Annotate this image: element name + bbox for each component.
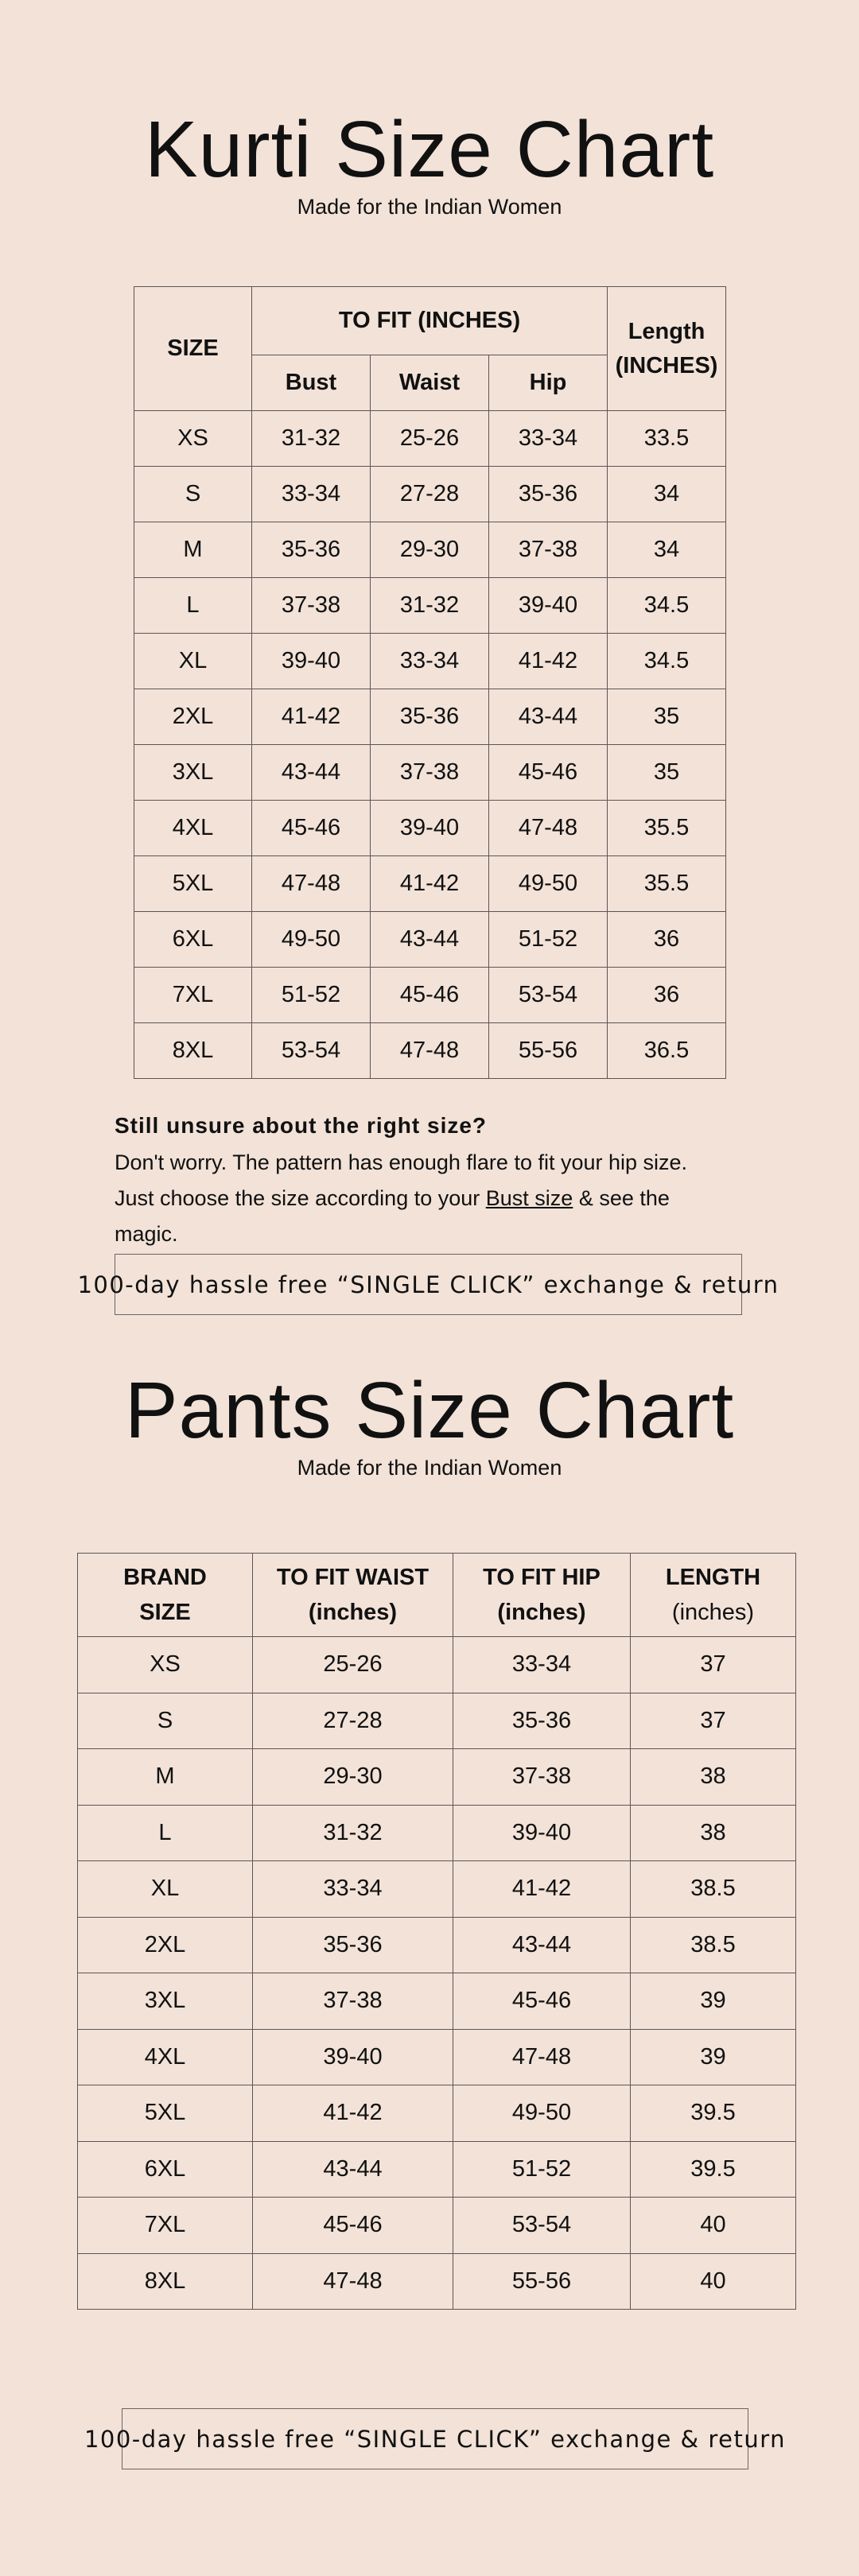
pants-table-cell: 39-40 (453, 1805, 631, 1861)
kurti-table-cell: L (134, 578, 252, 634)
kurti-table-cell: 45-46 (489, 745, 608, 801)
kurti-table-cell: 25-26 (371, 411, 489, 467)
pants-size-table (77, 1553, 796, 2310)
pants-table-row (78, 1861, 796, 1918)
kurti-table-cell: 53-54 (489, 968, 608, 1023)
kurti-header-waist: Waist (371, 355, 489, 411)
kurti-table-cell: XS (134, 411, 252, 467)
pants-table-cell: 37 (631, 1693, 796, 1749)
pants-table-cell: 33-34 (453, 1637, 631, 1693)
pants-table-cell: 25-26 (253, 1637, 453, 1693)
kurti-table-cell: 35 (608, 689, 726, 745)
kurti-table-cell: 34.5 (608, 634, 726, 689)
exchange-return-badge-bottom: 100-day hassle free “SINGLE CLICK” exchange & return (122, 2408, 748, 2469)
kurti-table-cell: 7XL (134, 968, 252, 1023)
kurti-table-cell: 43-44 (371, 912, 489, 968)
pants-table-cell: 55-56 (453, 2253, 631, 2310)
pants-header-brand-size-line1: BRAND (123, 1565, 207, 1590)
pants-table-cell: 38 (631, 1805, 796, 1861)
kurti-table-cell: 51-52 (489, 912, 608, 968)
pants-header-hip (453, 1554, 631, 1637)
pants-table-cell: 45-46 (453, 1973, 631, 2030)
kurti-table-row (134, 689, 726, 745)
pants-table-cell: 45-46 (253, 2198, 453, 2254)
pants-table-cell: 7XL (78, 2198, 253, 2254)
pants-subtitle: Made for the Indian Women (297, 1456, 562, 1480)
pants-header-waist (253, 1554, 453, 1637)
kurti-table-row (134, 1023, 726, 1079)
pants-table-cell: M (78, 1749, 253, 1806)
kurti-table-row (134, 856, 726, 912)
pants-table-cell: 47-48 (453, 2029, 631, 2085)
pants-table-row (78, 1693, 796, 1749)
kurti-subtitle: Made for the Indian Women (297, 195, 562, 219)
kurti-table-cell: 36 (608, 912, 726, 968)
kurti-header-length (608, 287, 726, 411)
pants-table-cell: 2XL (78, 1917, 253, 1973)
kurti-table-cell: 34 (608, 467, 726, 522)
kurti-table-cell: 41-42 (371, 856, 489, 912)
pants-header-waist-line2: (inches) (308, 1600, 398, 1625)
pants-table-cell: 39 (631, 2029, 796, 2085)
kurti-header-size: SIZE (134, 287, 252, 411)
note-line-2-suffix: & see the (573, 1186, 670, 1210)
kurti-header-to-fit: TO FIT (INCHES) (252, 287, 608, 355)
pants-table-cell: 5XL (78, 2085, 253, 2142)
kurti-table-cell: 34.5 (608, 578, 726, 634)
kurti-table-cell: 31-32 (252, 411, 371, 467)
kurti-table-cell: 35-36 (489, 467, 608, 522)
pants-table-cell: 38.5 (631, 1861, 796, 1918)
kurti-table-cell: 49-50 (489, 856, 608, 912)
kurti-header-hip: Hip (489, 355, 608, 411)
pants-table-cell: 39.5 (631, 2141, 796, 2198)
pants-table-cell: 39.5 (631, 2085, 796, 2142)
kurti-table-cell: 53-54 (252, 1023, 371, 1079)
kurti-table-cell: 29-30 (371, 522, 489, 578)
pants-header-hip-line1: TO FIT HIP (483, 1565, 601, 1590)
note-line-1: Don't worry. The pattern has enough flare to fit your hip size. (115, 1150, 688, 1174)
kurti-table-row (134, 801, 726, 856)
kurti-table-row (134, 745, 726, 801)
pants-table-cell: 37-38 (253, 1973, 453, 2030)
pants-table-cell: 47-48 (253, 2253, 453, 2310)
note-line-3: magic. (115, 1222, 178, 1246)
pants-table-cell: S (78, 1693, 253, 1749)
kurti-table-row (134, 968, 726, 1023)
pants-table-cell: 53-54 (453, 2198, 631, 2254)
pants-header-waist-line1: TO FIT WAIST (276, 1565, 430, 1590)
pants-table-cell: 40 (631, 2198, 796, 2254)
pants-table-body (78, 1637, 796, 2310)
kurti-table-cell: 3XL (134, 745, 252, 801)
kurti-table-cell: 8XL (134, 1023, 252, 1079)
kurti-table-cell: 2XL (134, 689, 252, 745)
pants-table-row (78, 1805, 796, 1861)
kurti-table-cell: 47-48 (489, 801, 608, 856)
pants-table-cell: 43-44 (453, 1917, 631, 1973)
note-line-2 (115, 1181, 799, 1216)
kurti-table-cell: 39-40 (252, 634, 371, 689)
kurti-header-length-line2: (INCHES) (615, 352, 718, 378)
kurti-table-cell: 45-46 (252, 801, 371, 856)
pants-header-brand-size (78, 1554, 253, 1637)
pants-table-cell: 8XL (78, 2253, 253, 2310)
bust-size-link[interactable]: Bust size (485, 1186, 573, 1210)
kurti-header-length-line1: Length (628, 318, 705, 344)
pants-table-row (78, 2141, 796, 2198)
pants-table-row (78, 2253, 796, 2310)
pants-table-row (78, 2198, 796, 2254)
kurti-table-cell: 43-44 (252, 745, 371, 801)
kurti-table-row (134, 522, 726, 578)
kurti-table-cell: 35-36 (252, 522, 371, 578)
pants-table-cell: 31-32 (253, 1805, 453, 1861)
kurti-table-cell: 33-34 (371, 634, 489, 689)
kurti-table-cell: 37-38 (489, 522, 608, 578)
pants-table-cell: 6XL (78, 2141, 253, 2198)
pants-title: Pants Size Chart (124, 1366, 735, 1455)
kurti-table-cell: S (134, 467, 252, 522)
pants-table-cell: 51-52 (453, 2141, 631, 2198)
pants-header-length-line1: LENGTH (665, 1565, 761, 1590)
note-line-2-prefix: Just choose the size according to your (115, 1186, 486, 1210)
size-note (115, 1113, 799, 1252)
pants-table-row (78, 2085, 796, 2142)
kurti-title: Kurti Size Chart (144, 105, 715, 194)
pants-table-cell: 41-42 (453, 1861, 631, 1918)
pants-table-row (78, 1917, 796, 1973)
kurti-table-cell: 36.5 (608, 1023, 726, 1079)
kurti-table-cell: 33-34 (489, 411, 608, 467)
pants-table-cell: L (78, 1805, 253, 1861)
kurti-table-cell: 35-36 (371, 689, 489, 745)
note-heading: Still unsure about the right size? (115, 1113, 488, 1138)
kurti-table-cell: 6XL (134, 912, 252, 968)
kurti-table-row (134, 578, 726, 634)
kurti-table-cell: 41-42 (489, 634, 608, 689)
pants-table-cell: 33-34 (253, 1861, 453, 1918)
kurti-table-cell: 5XL (134, 856, 252, 912)
pants-table-cell: 49-50 (453, 2085, 631, 2142)
kurti-table-row (134, 411, 726, 467)
pants-table-cell: 29-30 (253, 1749, 453, 1806)
kurti-table-cell: 33.5 (608, 411, 726, 467)
pants-table-cell: XS (78, 1637, 253, 1693)
kurti-table-body (134, 411, 726, 1079)
kurti-table-cell: 4XL (134, 801, 252, 856)
kurti-table-cell: 35.5 (608, 801, 726, 856)
kurti-table-cell: 47-48 (252, 856, 371, 912)
kurti-table-cell: 47-48 (371, 1023, 489, 1079)
exchange-return-badge: 100-day hassle free “SINGLE CLICK” exchange & return (115, 1254, 742, 1315)
kurti-table-cell: 36 (608, 968, 726, 1023)
pants-table-cell: 35-36 (453, 1693, 631, 1749)
kurti-table-cell: 33-34 (252, 467, 371, 522)
pants-header-length-line2: (inches) (671, 1600, 755, 1625)
pants-table-cell: 3XL (78, 1973, 253, 2030)
kurti-table-cell: 27-28 (371, 467, 489, 522)
kurti-table-cell: M (134, 522, 252, 578)
kurti-table-cell: 35.5 (608, 856, 726, 912)
pants-table-cell: 39-40 (253, 2029, 453, 2085)
pants-table-cell: 39 (631, 1973, 796, 2030)
kurti-table-cell: 39-40 (371, 801, 489, 856)
kurti-table-row (134, 467, 726, 522)
kurti-table-row (134, 634, 726, 689)
kurti-table-cell: 43-44 (489, 689, 608, 745)
kurti-table-cell: XL (134, 634, 252, 689)
kurti-table-cell: 41-42 (252, 689, 371, 745)
pants-table-cell: 38.5 (631, 1917, 796, 1973)
pants-table-row (78, 2029, 796, 2085)
pants-header-brand-size-line2: SIZE (139, 1600, 191, 1625)
kurti-table-row (134, 912, 726, 968)
pants-table-cell: 40 (631, 2253, 796, 2310)
pants-table-row (78, 1637, 796, 1693)
pants-table-row (78, 1749, 796, 1806)
pants-table-cell: 37-38 (453, 1749, 631, 1806)
pants-table-row (78, 1973, 796, 2030)
pants-table-cell: 4XL (78, 2029, 253, 2085)
kurti-table-cell: 37-38 (371, 745, 489, 801)
pants-table-cell: 37 (631, 1637, 796, 1693)
kurti-table-cell: 35 (608, 745, 726, 801)
pants-table-cell: 41-42 (253, 2085, 453, 2142)
pants-table-cell: 27-28 (253, 1693, 453, 1749)
pants-table-cell: 43-44 (253, 2141, 453, 2198)
kurti-table-cell: 34 (608, 522, 726, 578)
kurti-table-cell: 49-50 (252, 912, 371, 968)
kurti-table-cell: 55-56 (489, 1023, 608, 1079)
pants-header-hip-line2: (inches) (497, 1600, 586, 1625)
kurti-table-cell: 31-32 (371, 578, 489, 634)
kurti-table-cell: 45-46 (371, 968, 489, 1023)
kurti-table-cell: 37-38 (252, 578, 371, 634)
pants-table-cell: 38 (631, 1749, 796, 1806)
kurti-table-cell: 51-52 (252, 968, 371, 1023)
kurti-table-cell: 39-40 (489, 578, 608, 634)
pants-table-cell: XL (78, 1861, 253, 1918)
pants-header-length (631, 1554, 796, 1637)
kurti-header-bust: Bust (252, 355, 371, 411)
pants-table-cell: 35-36 (253, 1917, 453, 1973)
kurti-size-table (134, 286, 726, 1079)
